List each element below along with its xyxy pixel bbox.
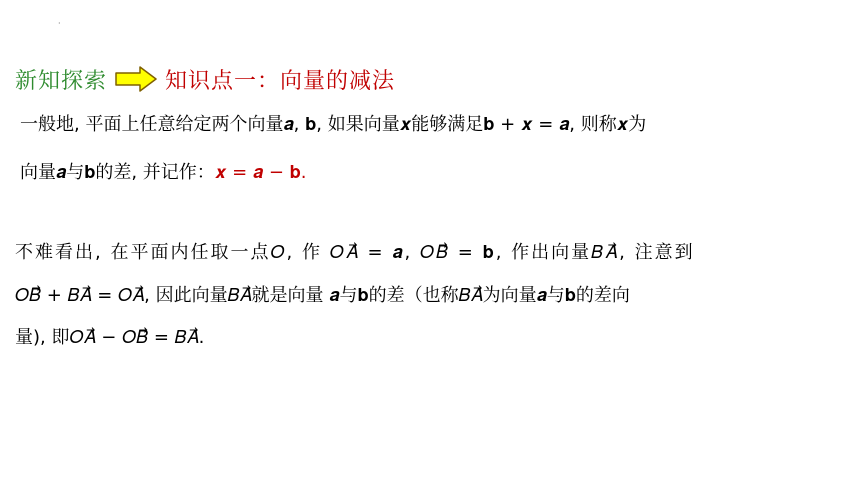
yellow-right-arrow-icon (115, 66, 157, 92)
definition-line-2 (20, 160, 307, 186)
section-label: 新知探索 (15, 68, 108, 94)
explanation-line-3: 量), 即𝑂𝐴⃗ − 𝑂𝐵⃗ = 𝐵𝐴⃗. (15, 327, 205, 348)
topic-title: 知识点一：向量的减法 (165, 68, 396, 94)
definition-text: 向量𝒂与𝐛的差, 并记作： (20, 162, 215, 183)
slide-header (15, 62, 395, 96)
definition-line-1: 一般地, 平面上任意给定两个向量𝒂, 𝐛, 如果向量𝒙能够满足𝐛 + 𝒙 = 𝒂, 则称𝒙为 (20, 114, 647, 135)
corner-mark: · (58, 19, 61, 28)
explanation-line-2: 𝑂𝐵⃗ + 𝐵𝐴⃗ = 𝑂𝐴⃗, 因此向量𝐵𝐴⃗就是向量 𝒂与𝐛的差（也称𝐵𝐴⃗为向量𝒂与𝐛的差向 (15, 285, 630, 306)
explanation-line-1: 不难看出, 在平面内任取一点𝑂, 作 𝑂𝐴⃗ = 𝒂, 𝑂𝐵⃗ = 𝐛, 作出向量𝐵𝐴⃗, 注意到 (15, 242, 695, 263)
difference-formula: 𝒙 = 𝒂 − 𝐛. (214, 162, 307, 183)
